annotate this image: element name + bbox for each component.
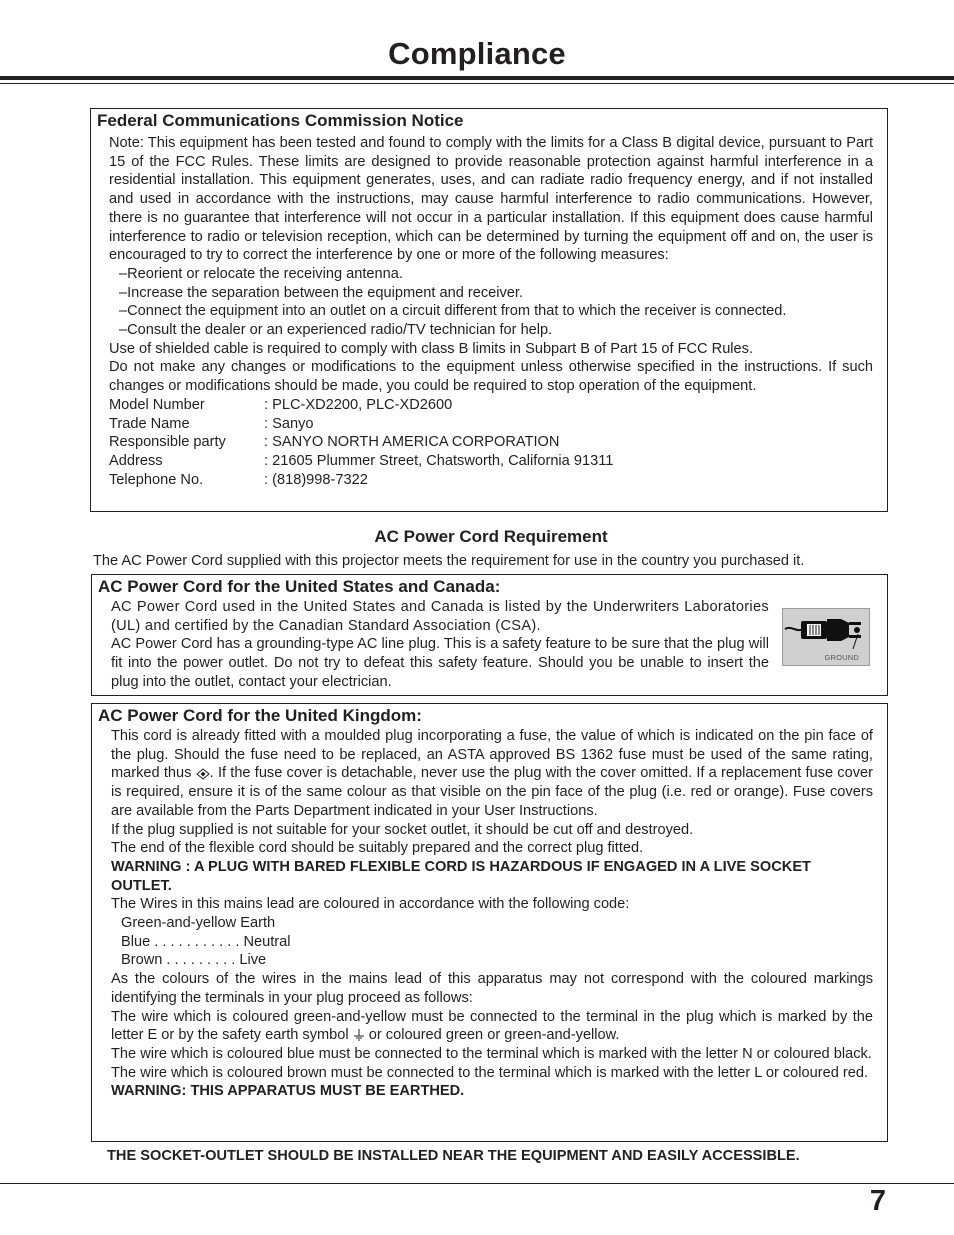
fcc-notice-box — [90, 108, 888, 512]
fcc-detail-row — [109, 433, 873, 452]
ac-requirement-intro: The AC Power Cord supplied with this projector meets the requirement for use in the country you purchased it. — [93, 553, 805, 569]
uk-wire-item: Green-and-yellow Earth — [121, 915, 276, 932]
title-rule-thick — [0, 76, 954, 80]
fcc-detail-label: Responsible party — [109, 434, 226, 451]
ground-label: GROUND — [824, 653, 859, 662]
uk-earth-text-a: The wire which is coloured green-and-yellow must be connected to the terminal in the plug which is marked by the letter E or by the safety earth symbol — [111, 1008, 873, 1044]
us-canada-paragraph-2: AC Power Cord has a grounding-type AC line plug. This is a safety feature to be sure that the plug will fit into the power outlet. Do not try to defeat this safety feature. Should you be unable to insert the plug into the outlet, contact your electrician. — [111, 636, 769, 690]
uk-paragraph-earth — [111, 1008, 873, 1045]
asta-mark-icon — [196, 768, 210, 780]
uk-paragraph-brown: The wire which is coloured brown must be connected to the terminal which is marked with the letter L or coloured red. — [111, 1064, 869, 1081]
fcc-changes-paragraph: Do not make any changes or modifications to the equipment unless otherwise specified in the instructions. If such changes or modifications should be made, you could be required to stop operation of the equipment. — [109, 359, 873, 395]
uk-fuse-text-a: This cord is already fitted with a moulded plug incorporating a fuse, the value of which is indicated on the pin face of the plug. Should the fuse need to be replaced, an ASTA approved BS 1362 fuse must be used of the same rating, marked thus — [111, 728, 873, 782]
uk-warning-earthed: WARNING: THIS APPARATUS MUST BE EARTHED. — [111, 1083, 465, 1100]
fcc-detail-label: Telephone No. — [109, 471, 204, 488]
fcc-detail-row — [109, 452, 873, 471]
page-title: Compliance — [388, 36, 566, 71]
fcc-measure-item: –Reorient or relocate the receiving antenna. — [119, 265, 403, 282]
uk-earth-text-b: or coloured green or green-and-yellow. — [364, 1027, 620, 1044]
uk-paragraph-blue: The wire which is coloured blue must be connected to the terminal which is marked with the letter N or coloured black. — [111, 1045, 872, 1062]
footer-rule — [0, 1183, 954, 1184]
uk-wire-item: Blue . . . . . . . . . . . Neutral — [121, 933, 291, 950]
fcc-detail-label: Trade Name — [109, 415, 190, 432]
page-number: 7 — [869, 1185, 886, 1217]
fcc-detail-row — [109, 415, 873, 434]
us-canada-paragraph-1: AC Power Cord used in the United States and Canada is listed by the Underwriters Laboratories (UL) and certified by the Canadian Standard Association (CSA). — [111, 599, 769, 634]
fcc-notice-body — [109, 134, 873, 489]
uk-paragraph-colours: As the colours of the wires in the mains lead of this apparatus may not correspond with the coloured markings identifying the terminals in your plug proceed as follows: — [111, 971, 873, 1006]
fcc-shielded-paragraph: Use of shielded cable is required to comply with class B limits in Subpart B of Part 15 of FCC Rules. — [109, 340, 754, 357]
fcc-detail-value: : PLC-XD2200, PLC-XD2600 — [264, 396, 453, 413]
title-rule-thin — [0, 83, 954, 84]
uk-paragraph-cut-off: If the plug supplied is not suitable for your socket outlet, it should be cut off and destroyed. — [111, 821, 694, 838]
uk-fuse-text-b: . If the fuse cover is detachable, never use the plug with the cover omitted. If a replacement fuse cover is required, ensure it is of the same colour as that visible on the pin face of the plug (i.e. red or orange). Fuse covers are available from the Parts Department indicated in your User Instructions. — [111, 765, 873, 819]
us-canada-title: AC Power Cord for the United States and Canada: — [98, 577, 501, 596]
fcc-detail-value: : (818)998-7322 — [264, 471, 368, 488]
earth-symbol-icon — [353, 1029, 365, 1041]
fcc-note-paragraph: Note: This equipment has been tested and found to comply with the limits for a Class B digital device, pursuant to Part 15 of the FCC Rules. These limits are designed to provide reasonable protection against harmful interference in a residential installation. This equipment generates, uses, and can radiate radio frequency energy, and if not installed and used in accordance with the instructions, may cause harmful interference to radio communications. However, there is no guarantee that interference will not occur in a particular installation. If this equipment does cause harmful interference to radio or television reception, which can be determined by turning the equipment off and on, the user is encouraged to try to correct the interference by one or more of the following measures: — [109, 135, 873, 264]
us-canada-body — [111, 598, 769, 692]
uk-paragraph-wire-code: The Wires in this mains lead are coloured in accordance with the following code: — [111, 896, 630, 913]
fcc-notice-title: Federal Communications Commission Notice — [97, 111, 464, 130]
grounded-plug-icon — [783, 611, 869, 657]
uk-paragraph-prepared: The end of the flexible cord should be suitably prepared and the correct plug fitted. — [111, 840, 644, 857]
uk-body — [111, 727, 873, 1101]
uk-warning-bared-cord: WARNING : A PLUG WITH BARED FLEXIBLE CORD IS HAZARDOUS IF ENGAGED IN A LIVE SOCKET OUTLET. — [111, 858, 811, 894]
fcc-measure-item: –Increase the separation between the equipment and receiver. — [119, 284, 524, 301]
us-canada-box — [91, 574, 888, 696]
fcc-measure-item: –Connect the equipment into an outlet on a circuit different from that to which the receiver is connected. — [119, 303, 787, 320]
socket-outlet-warning: THE SOCKET-OUTLET SHOULD BE INSTALLED NEAR THE EQUIPMENT AND EASILY ACCESSIBLE. — [107, 1148, 800, 1164]
fcc-detail-value: : Sanyo — [264, 415, 314, 432]
fcc-detail-label: Model Number — [109, 396, 205, 413]
fcc-detail-row — [109, 471, 873, 490]
uk-paragraph-fuse — [111, 727, 873, 821]
uk-title: AC Power Cord for the United Kingdom: — [98, 706, 422, 725]
fcc-detail-row — [109, 396, 873, 415]
fcc-measure-item: –Consult the dealer or an experienced radio/TV technician for help. — [119, 322, 553, 339]
ac-requirement-title: AC Power Cord Requirement — [374, 527, 608, 546]
fcc-detail-label: Address — [109, 452, 163, 469]
fcc-detail-value: : SANYO NORTH AMERICA CORPORATION — [264, 434, 560, 451]
uk-wire-item: Brown . . . . . . . . . Live — [121, 952, 267, 969]
fcc-detail-value: : 21605 Plummer Street, Chatsworth, California 91311 — [264, 452, 614, 469]
uk-box — [91, 703, 888, 1142]
grounded-plug-image — [782, 608, 870, 666]
